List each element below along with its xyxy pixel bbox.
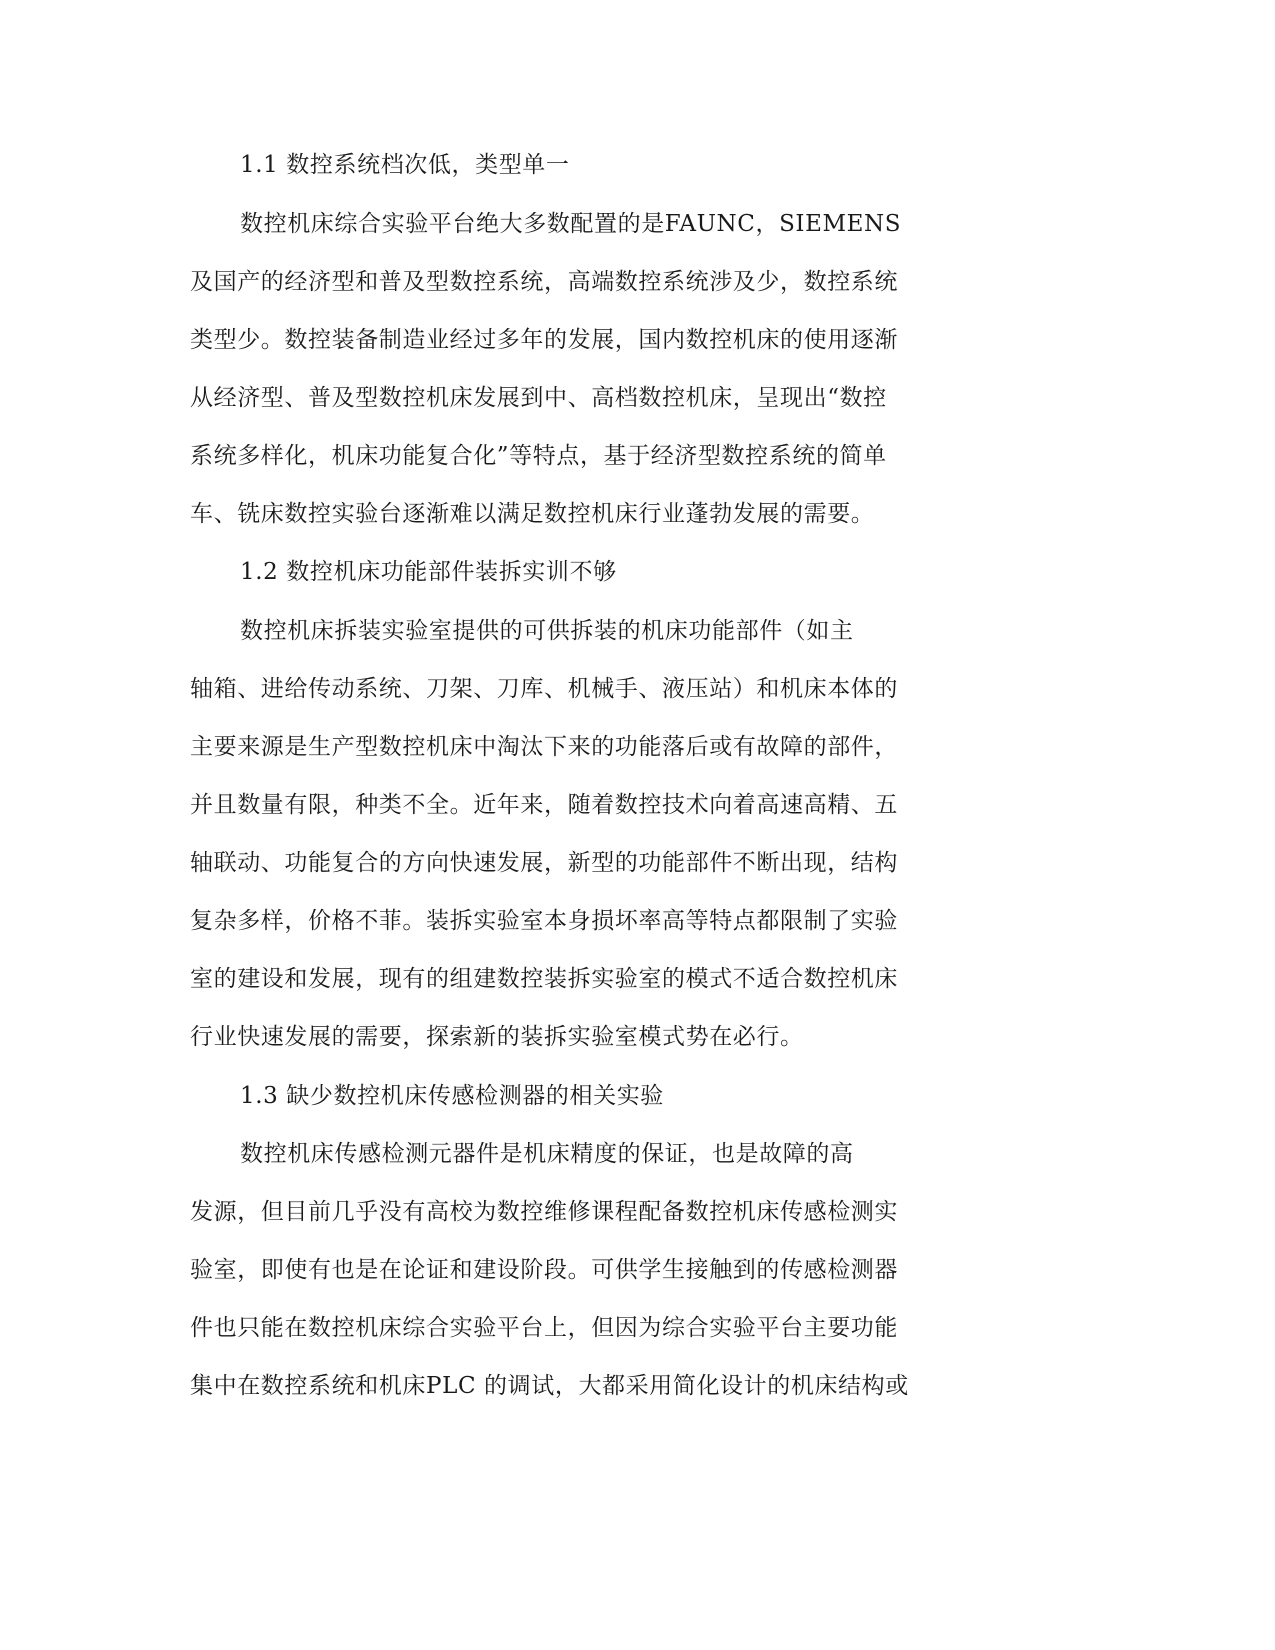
paragraph-line: 数控机床传感检测元器件是机床精度的保证，也是故障的高 bbox=[240, 1141, 854, 1167]
paragraph-line: 从经济型、普及型数控机床发展到中、高档数控机床，呈现出“数控 bbox=[190, 385, 887, 411]
paragraph-line: 复杂多样，价格不菲。装拆实验室本身损坏率高等特点都限制了实验 bbox=[190, 908, 898, 934]
paragraph-line: 系统多样化，机床功能复合化”等特点，基于经济型数控系统的简单 bbox=[190, 443, 887, 469]
paragraph-line: 轴箱、进给传动系统、刀架、刀库、机械手、液压站）和机床本体的 bbox=[190, 676, 898, 702]
paragraph-line: 行业快速发展的需要，探索新的装拆实验室模式势在必行。 bbox=[190, 1024, 804, 1050]
section-heading-1-1: 1.1 数控系统档次低，类型单一 bbox=[240, 152, 570, 178]
paragraph-line: 主要来源是生产型数控机床中淘汰下来的功能落后或有故障的部件， bbox=[190, 734, 898, 760]
paragraph-line: 数控机床拆装实验室提供的可供拆装的机床功能部件（如主 bbox=[240, 618, 854, 644]
paragraph-line: 发源，但目前几乎没有高校为数控维修课程配备数控机床传感检测实 bbox=[190, 1199, 898, 1225]
paragraph-line: 轴联动、功能复合的方向快速发展，新型的功能部件不断出现，结构 bbox=[190, 850, 898, 876]
paragraph-line: 车、铣床数控实验台逐渐难以满足数控机床行业蓬勃发展的需要。 bbox=[190, 501, 875, 527]
paragraph-line: 数控机床综合实验平台绝大多数配置的是FAUNC，SIEMENS bbox=[240, 211, 902, 237]
paragraph-line: 并且数量有限，种类不全。近年来，随着数控技术向着高速高精、五 bbox=[190, 792, 898, 818]
paragraph-line: 件也只能在数控机床综合实验平台上，但因为综合实验平台主要功能 bbox=[190, 1315, 898, 1341]
section-heading-1-3: 1.3 缺少数控机床传感检测器的相关实验 bbox=[240, 1083, 664, 1109]
paragraph-line: 类型少。数控装备制造业经过多年的发展，国内数控机床的使用逐渐 bbox=[190, 327, 898, 353]
paragraph-line: 集中在数控系统和机床PLC 的调试，大都采用简化设计的机床结构或 bbox=[190, 1373, 909, 1399]
section-heading-1-2: 1.2 数控机床功能部件装拆实训不够 bbox=[240, 559, 617, 585]
paragraph-line: 及国产的经济型和普及型数控系统，高端数控系统涉及少，数控系统 bbox=[190, 269, 898, 295]
paragraph-line: 室的建设和发展，现有的组建数控装拆实验室的模式不适合数控机床 bbox=[190, 966, 898, 992]
paragraph-line: 验室，即使有也是在论证和建设阶段。可供学生接触到的传感检测器 bbox=[190, 1257, 898, 1283]
